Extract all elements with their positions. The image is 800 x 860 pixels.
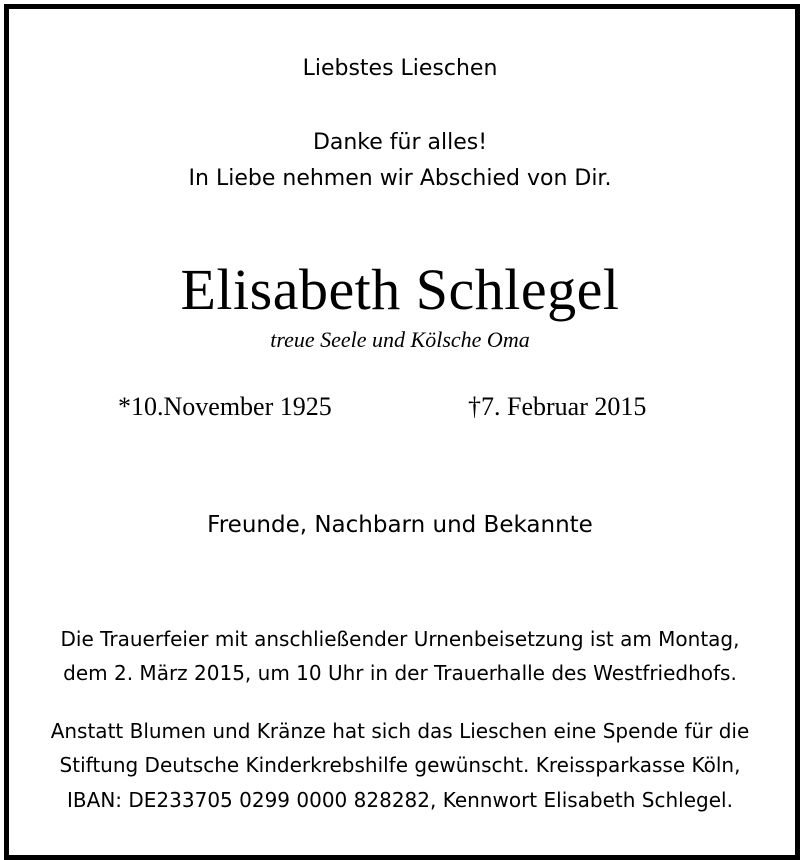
thanks-line: Danke für alles! <box>312 130 488 155</box>
donation-info-line: Stiftung Deutsche Kinderkrebshilfe gewünscht. Kreissparkasse Köln, <box>59 753 741 777</box>
tagline: treue Seele und Kölsche Oma <box>270 327 530 352</box>
funeral-info-line: Die Trauerfeier mit anschließender Urnenbeisetzung ist am Montag, <box>60 627 740 651</box>
death-date: †7. Februar 2015 <box>468 392 647 421</box>
farewell-line: In Liebe nehmen wir Abschied von Dir. <box>188 166 612 191</box>
greeting: Liebstes Lieschen <box>302 56 498 81</box>
donation-info-line: Anstatt Blumen und Kränze hat sich das Lieschen eine Spende für die <box>50 719 750 743</box>
bank-details-line: IBAN: DE233705 0299 0000 828282, Kennwort Elisabeth Schlegel. <box>67 788 733 812</box>
deceased-name: Elisabeth Schlegel <box>180 257 620 322</box>
funeral-info-line: dem 2. März 2015, um 10 Uhr in der Trauerhalle des Westfriedhofs. <box>63 661 737 685</box>
birth-date: *10.November 1925 <box>118 392 332 421</box>
mourners-signature: Freunde, Nachbarn und Bekannte <box>207 512 593 538</box>
